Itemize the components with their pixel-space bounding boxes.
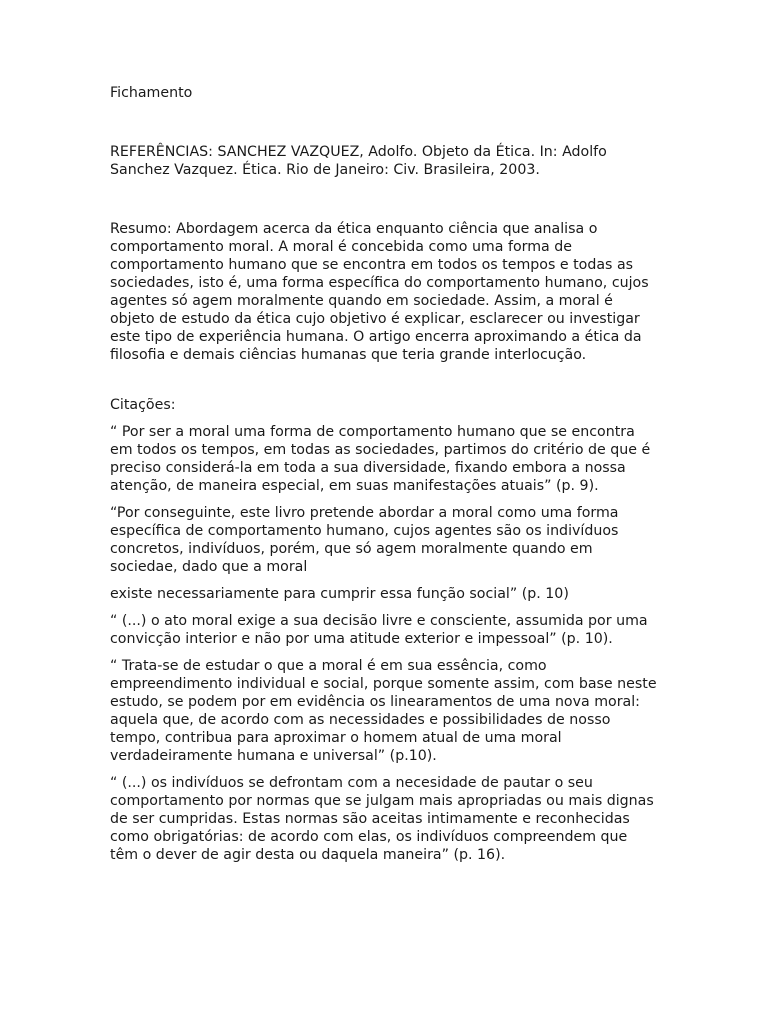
- quote-paragraph: “Por conseguinte, este livro pretende abordar a moral como uma forma específica de comportamento humano, cujos agentes são os indivíduos concretos, indivíduos, porém, que só agem moralmente quando em sociedae, dado que a moral: [110, 505, 619, 575]
- quote-paragraph: “ (...) os indivíduos se defrontam com a necesidade de pautar o seu comportamento por normas que se julgam mais apropriadas ou mais dignas de ser cumpridas. Estas normas são aceitas intimamente e reconhecidas como obrigatórias: de acordo com elas, os indivíduos compreendem que têm o dever de agir desta ou daquela maneira” (p. 16).: [110, 775, 654, 863]
- document-page: [110, 84, 670, 873]
- citations-heading: Citações:: [110, 397, 176, 413]
- quote-paragraph: “ Trata-se de estudar o que a moral é em sua essência, como empreendimento individual e social, porque somente assim, com base neste estudo, se podem por em evidência os linearamentos de uma nova moral: aquela que, de acordo com as necessidades e possibilidades de nosso tempo, contribua para aproximar o homem atual de uma moral verdadeiramente humana e universal” (p.10).: [110, 658, 657, 764]
- quote-paragraph: “ Por ser a moral uma forma de comportamento humano que se encontra em todos os tempos, em todas as sociedades, partimos do critério de que é preciso considerá-la em toda a sua diversidade, fixando embora a nossa atenção, de maneira especial, em suas manifestações atuais” (p. 9).: [110, 424, 651, 494]
- quote-paragraph: “ (...) o ato moral exige a sua decisão livre e consciente, assumida por uma convicção interior e não por uma atitude exterior e impessoal” (p. 10).: [110, 613, 648, 647]
- references-paragraph: REFERÊNCIAS: SANCHEZ VAZQUEZ, Adolfo. Objeto da Ética. In: Adolfo Sanchez Vazquez. Ética. Rio de Janeiro: Civ. Brasileira, 2003.: [110, 144, 607, 178]
- document-title: Fichamento: [110, 85, 193, 101]
- quote-paragraph: existe necessariamente para cumprir essa função social” (p. 10): [110, 586, 569, 602]
- summary-paragraph: Resumo: Abordagem acerca da ética enquanto ciência que analisa o comportamento moral. A moral é concebida como uma forma de comportamento humano que se encontra em todos os tempos e todas as sociedades, isto é, uma forma específica do comportamento humano, cujos agentes só agem moralmente quando em sociedade. Assim, a moral é objeto de estudo da ética cujo objetivo é explicar, esclarecer ou investigar este tipo de experiência humana. O artigo encerra aproximando a ética da filosofia e demais ciências humanas que teria grande interlocução.: [110, 221, 649, 363]
